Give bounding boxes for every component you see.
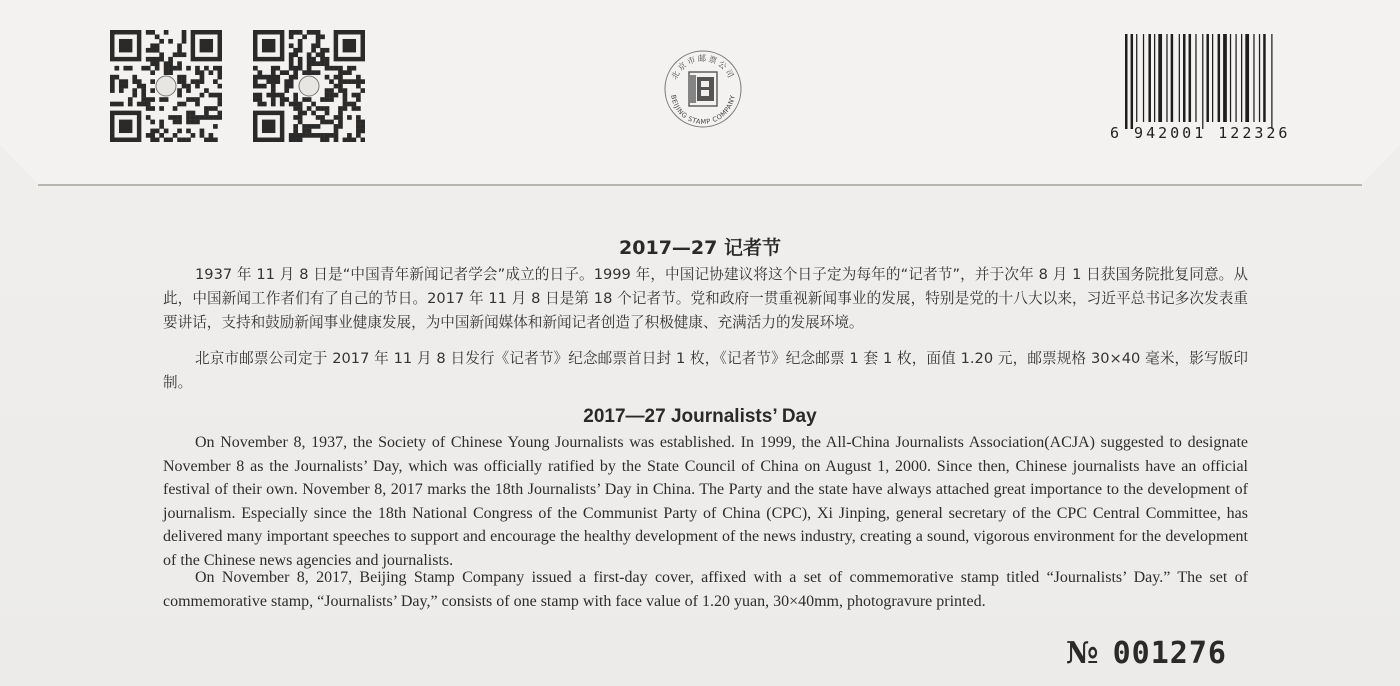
qr-code-icon (110, 30, 222, 142)
logo-en-text: BEIJING STAMP COMPANY (669, 94, 737, 127)
logo-cn-text: 北京市邮票公司 (669, 54, 737, 82)
english-paragraph-1: On November 8, 1937, the Society of Chinese Young Journalists was established. In 1999, the All-China Journalists Association(ACJA) suggested to designate November 8 as the Journalists’ Day, which was officially ratified by the State Council of China on August 1, 2000. Since then, Chinese journalists have an official festival of their own. November 8, 2017 marks the 18th Journalists’ Day in China. The Party and the state have always attached great importance to the development of journalism. Especially since the 18th National Congress of the Communist Party of China (CPC), Xi Jinping, general secretary of the CPC Central Committee, has delivered many important speeches to support and encourage the healthy development of the news industry, creating a sound, vigorous environment for the development of the Chinese news agencies and journalists. (163, 434, 1248, 569)
chinese-paragraph-1: 1937 年 11 月 8 日是“中国青年新闻记者学会”成立的日子。1999 年，中国记协建议将这个日子定为每年的“记者节”，并于次年 8 月 1 日获国务院批复同意。从此，中国新闻工作者们有了自己的节日。2017 年 11 月 8 日是第 18 个记者节。党和政府一贯重视新闻事业的发展，特别是党的十八大以来，习近平总书记多次发表重要讲话，支持和鼓励新闻事业健康发展，为中国新闻媒体和新闻记者创造了积极健康、充满活力的发展环境。 (163, 266, 1248, 331)
chinese-paragraph-2: 北京市邮票公司定于 2017 年 11 月 8 日发行《记者节》纪念邮票首日封 1 枚，《记者节》纪念邮票 1 套 1 枚，面值 1.20 元，邮票规格 30×40 毫米，影写版印制。 (163, 350, 1248, 391)
beijing-stamp-company-logo-icon (662, 48, 744, 130)
english-title: 2017—27 Journalists’ Day (583, 406, 817, 427)
serial-label: № (1066, 636, 1099, 671)
chinese-title: 2017—27 记者节 (619, 237, 781, 259)
barcode-digits: 6 942001 122326 (1110, 124, 1291, 142)
english-paragraph-2: On November 8, 2017, Beijing Stamp Company issued a first-day cover, affixed with a set of commemorative stamp titled “Journalists’ Day.” The set of commemorative stamp, “Journalists’ Day,” consists of one stamp with face value of 1.20 yuan, 30×40mm, photogravure printed. (163, 569, 1248, 610)
qr-code-icon (253, 30, 365, 142)
svg-text:北京市邮票公司 (669, 53, 736, 81)
serial-value: 001276 (1112, 636, 1227, 671)
serial-number (1066, 636, 1227, 671)
flap-edge (38, 184, 1362, 186)
